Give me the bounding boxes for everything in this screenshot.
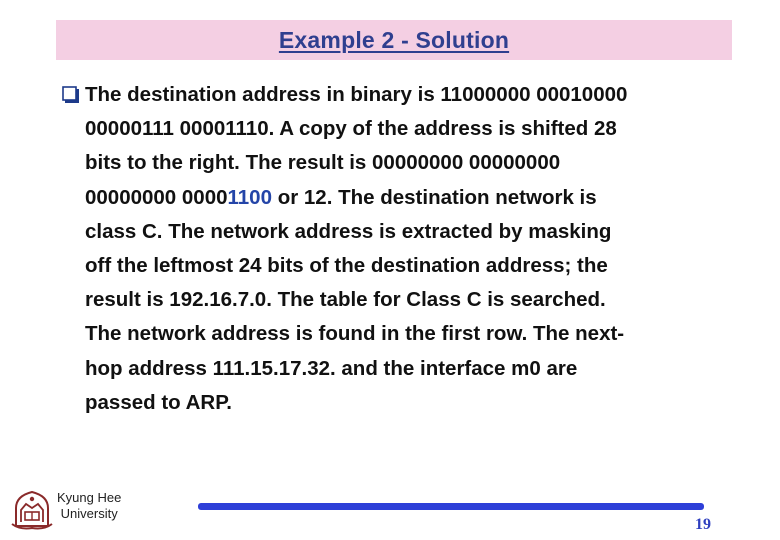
- university-name: [57, 490, 121, 522]
- slide-title: Example 2 - Solution: [278, 26, 510, 53]
- title-banner: [56, 20, 732, 60]
- page-number: 19: [695, 516, 711, 533]
- text-line: passed to ARP.: [85, 390, 232, 414]
- highlighted-bits: 1100: [227, 185, 272, 209]
- text-line: bits to the right. The result is 00000000 00000000: [85, 151, 561, 175]
- solution-paragraph: [85, 78, 745, 420]
- checkbox-bullet-icon: [62, 86, 80, 104]
- text-line: off the leftmost 24 bits of the destination address; the: [85, 254, 608, 278]
- university-name-line: Kyung Hee: [57, 490, 122, 505]
- university-name-line: University: [60, 506, 118, 521]
- text-line: class C. The network address is extracted by masking: [85, 219, 612, 243]
- text-line: The network address is found in the first row. The next-: [85, 322, 625, 346]
- text-line: 00000111 00001110. A copy of the address is shifted 28: [85, 117, 617, 141]
- text-segment: or 12. The destination network is: [272, 185, 597, 209]
- text-line: result is 192.16.7.0. The table for Class C is searched.: [85, 288, 606, 312]
- university-seal-icon: [10, 486, 54, 530]
- text-line: hop address 111.15.17.32. and the interface m0 are: [85, 356, 578, 380]
- text-line: The destination address in binary is 11000000 00010000: [85, 83, 628, 106]
- text-line: [85, 181, 745, 215]
- footer-divider: [198, 503, 704, 510]
- text-segment: 00000000 0000: [85, 185, 228, 209]
